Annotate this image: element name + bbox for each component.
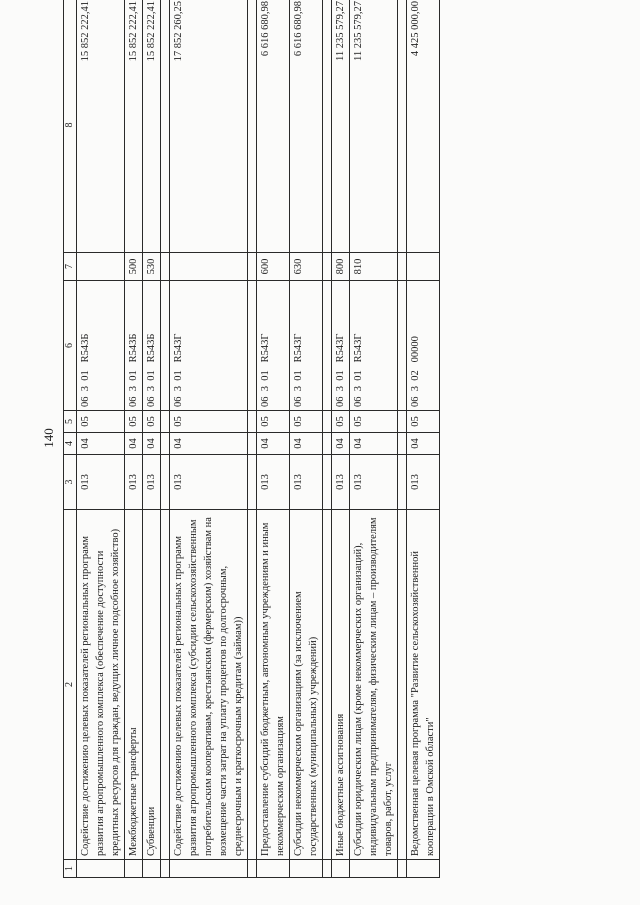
spacer-cell xyxy=(398,253,407,281)
header-cell: 7 xyxy=(64,253,77,281)
section-code-cell: 04 xyxy=(143,433,161,455)
amount-cell: 4 425 000,00 xyxy=(407,0,440,253)
row-name-cell: Субвенции xyxy=(143,510,161,860)
spacer-cell xyxy=(161,411,170,433)
row-name-cell: Содействие достижению целевых показателей региональных программ развития агропромышленного комплекса (обеспечение доступности кредитных ресурсов для граждан, ведущих личное подсобное хозяйство) xyxy=(77,510,125,860)
spacer-cell xyxy=(248,411,257,433)
amount-cell: 11 235 579,27 xyxy=(332,0,350,253)
section-code-cell: 04 xyxy=(407,433,440,455)
row-number-cell xyxy=(350,860,398,878)
table-row xyxy=(350,0,398,878)
section-code-cell: 04 xyxy=(257,433,290,455)
spacer-cell xyxy=(323,433,332,455)
spacer-cell xyxy=(248,455,257,510)
ved-code-cell: 013 xyxy=(407,455,440,510)
section-code-cell: 04 xyxy=(350,433,398,455)
header-cell: 4 xyxy=(64,433,77,455)
ved-code-cell: 013 xyxy=(257,455,290,510)
header-cell: 3 xyxy=(64,455,77,510)
row-name-cell: Иные бюджетные ассигнования xyxy=(332,510,350,860)
table-row xyxy=(77,0,125,878)
header-cell: 8 xyxy=(64,0,77,253)
spacer-cell xyxy=(248,253,257,281)
row-name-cell: Ведомственная целевая программа "Развитие сельскохозяйственной кооперации в Омской области" xyxy=(407,510,440,860)
spacer-cell xyxy=(161,510,170,860)
spacer-cell xyxy=(323,0,332,253)
ved-code-cell: 013 xyxy=(77,455,125,510)
row-number-cell xyxy=(125,860,143,878)
subsection-code-cell: 05 xyxy=(257,411,290,433)
amount-cell: 17 852 260,25 xyxy=(170,0,248,253)
ved-code-cell: 013 xyxy=(170,455,248,510)
spacer-cell xyxy=(323,281,332,411)
subsection-code-cell: 05 xyxy=(143,411,161,433)
section-code-cell: 04 xyxy=(170,433,248,455)
target-article-cell: 06 3 01 R543Б xyxy=(77,281,125,411)
row-number-cell xyxy=(170,860,248,878)
spacer-cell xyxy=(161,860,170,878)
spacer-cell xyxy=(248,510,257,860)
spacer-row xyxy=(323,0,332,878)
expense-type-cell: 810 xyxy=(350,253,398,281)
amount-cell: 15 852 222,41 xyxy=(143,0,161,253)
expense-type-cell xyxy=(170,253,248,281)
spacer-cell xyxy=(161,0,170,253)
spacer-cell xyxy=(398,510,407,860)
spacer-cell xyxy=(398,860,407,878)
spacer-row xyxy=(248,0,257,878)
expense-type-cell: 500 xyxy=(125,253,143,281)
section-code-cell: 04 xyxy=(332,433,350,455)
spacer-cell xyxy=(248,0,257,253)
amount-cell: 15 852 222,41 xyxy=(77,0,125,253)
spacer-cell xyxy=(398,411,407,433)
spacer-cell xyxy=(398,0,407,253)
row-name-cell: Межбюджетные трансферты xyxy=(125,510,143,860)
header-row xyxy=(64,0,77,878)
ved-code-cell: 013 xyxy=(332,455,350,510)
ved-code-cell: 013 xyxy=(143,455,161,510)
amount-cell: 6 616 680,98 xyxy=(257,0,290,253)
expense-type-cell: 600 xyxy=(257,253,290,281)
row-number-cell xyxy=(332,860,350,878)
row-name-cell: Предоставление субсидий бюджетным, автономным учреждениям и иным некоммерческим организациям xyxy=(257,510,290,860)
section-code-cell: 04 xyxy=(77,433,125,455)
spacer-cell xyxy=(323,455,332,510)
row-number-cell xyxy=(290,860,323,878)
header-cell: 1 xyxy=(64,860,77,878)
spacer-cell xyxy=(398,433,407,455)
expense-type-cell: 800 xyxy=(332,253,350,281)
spacer-cell xyxy=(398,455,407,510)
spacer-cell xyxy=(248,433,257,455)
spacer-cell xyxy=(161,281,170,411)
section-code-cell: 04 xyxy=(125,433,143,455)
spacer-row xyxy=(161,0,170,878)
header-cell: 5 xyxy=(64,411,77,433)
expense-type-cell: 630 xyxy=(290,253,323,281)
target-article-cell: 06 3 01 R543Б xyxy=(125,281,143,411)
ved-code-cell: 013 xyxy=(290,455,323,510)
row-number-cell xyxy=(257,860,290,878)
table-row xyxy=(290,0,323,878)
amount-cell: 15 852 222,41 xyxy=(125,0,143,253)
header-cell: 2 xyxy=(64,510,77,860)
spacer-cell xyxy=(161,253,170,281)
subsection-code-cell: 05 xyxy=(125,411,143,433)
table-row xyxy=(170,0,248,878)
spacer-cell xyxy=(323,860,332,878)
expense-type-cell xyxy=(77,253,125,281)
rotated-table-area xyxy=(41,0,583,878)
target-article-cell: 06 3 01 R543Г xyxy=(257,281,290,411)
row-number-cell xyxy=(407,860,440,878)
spacer-cell xyxy=(161,455,170,510)
row-number-cell xyxy=(77,860,125,878)
target-article-cell: 06 3 01 R543Г xyxy=(350,281,398,411)
target-article-cell: 06 3 01 R543Г xyxy=(290,281,323,411)
ved-code-cell: 013 xyxy=(125,455,143,510)
expense-type-cell xyxy=(407,253,440,281)
spacer-cell xyxy=(323,411,332,433)
subsection-code-cell: 05 xyxy=(332,411,350,433)
spacer-cell xyxy=(323,510,332,860)
row-name-cell: Субсидии юридическим лицам (кроме некоммерческих организаций), индивидуальным предпринимателям, физическим лицам – производителям товаров, работ, услуг xyxy=(350,510,398,860)
subsection-code-cell: 05 xyxy=(77,411,125,433)
row-name-cell: Содействие достижению целевых показателей региональных программ развития агропромышленного комплекса (субсидии сельскохозяйственным потребительским кооперативам, крестьянским (фермерским) хозяйствам на возмещение части затрат на уплату процентов по долгосрочным, среднесрочным и краткосрочным кредитам (займам)) xyxy=(170,510,248,860)
table-row xyxy=(257,0,290,878)
header-cell: 6 xyxy=(64,281,77,411)
subsection-code-cell: 05 xyxy=(407,411,440,433)
target-article-cell: 06 3 01 R543Б xyxy=(143,281,161,411)
ved-code-cell: 013 xyxy=(350,455,398,510)
table-row xyxy=(407,0,440,878)
subsection-code-cell: 05 xyxy=(350,411,398,433)
spacer-cell xyxy=(248,281,257,411)
table-row xyxy=(332,0,350,878)
spacer-row xyxy=(398,0,407,878)
row-number-cell xyxy=(143,860,161,878)
target-article-cell: 06 3 01 R543Г xyxy=(332,281,350,411)
page-number: 140 xyxy=(41,428,56,448)
spacer-cell xyxy=(323,253,332,281)
target-article-cell: 06 3 01 R543Г xyxy=(170,281,248,411)
target-article-cell: 06 3 02 00000 xyxy=(407,281,440,411)
spacer-cell xyxy=(248,860,257,878)
budget-table xyxy=(63,0,440,878)
section-code-cell: 04 xyxy=(290,433,323,455)
table-row xyxy=(143,0,161,878)
table-row xyxy=(125,0,143,878)
spacer-cell xyxy=(161,433,170,455)
spacer-cell xyxy=(398,281,407,411)
amount-cell: 11 235 579,27 xyxy=(350,0,398,253)
expense-type-cell: 530 xyxy=(143,253,161,281)
subsection-code-cell: 05 xyxy=(170,411,248,433)
row-name-cell: Субсидии некоммерческим организациям (за исключением государственных (муниципальных) учреждений) xyxy=(290,510,323,860)
amount-cell: 6 616 680,98 xyxy=(290,0,323,253)
subsection-code-cell: 05 xyxy=(290,411,323,433)
